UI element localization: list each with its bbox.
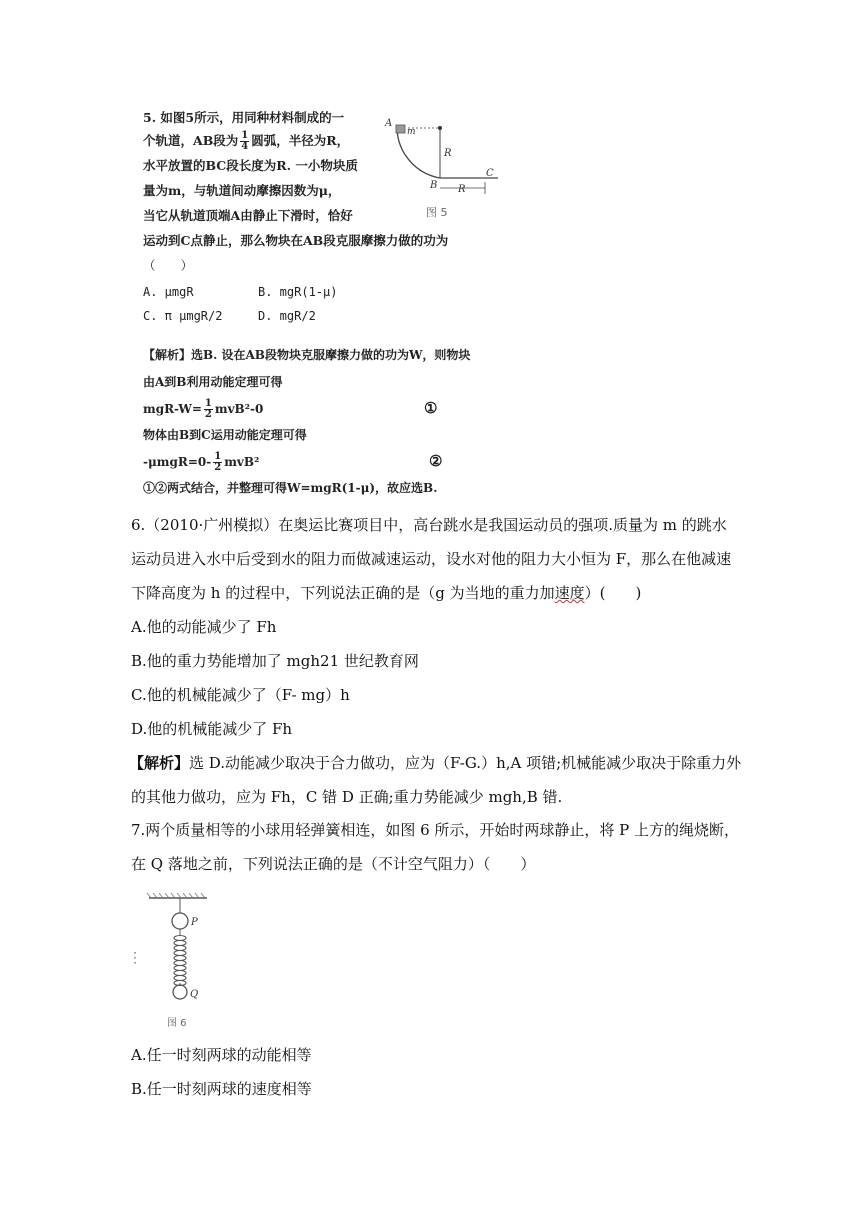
q5-answer-paren: （ ） — [143, 258, 194, 273]
figure-6-diagram — [145, 893, 215, 1033]
q5-equation-2: -μmgR=0- $\frac{1}{2}$ mvB² — [143, 451, 260, 473]
q5-line-6: 运动到C点静止，那么物块在AB段克服摩擦力做的功为 — [143, 233, 449, 248]
fig5-label-m: m — [407, 127, 416, 137]
q5-solution-line-1: 【解析】选B. 设在AB段物块克服摩擦力做的功为W，则物块 — [143, 348, 471, 362]
fig6-caption: 图 6 — [167, 1018, 187, 1029]
q5-equation-1: mgR-W= $\frac{1}{2}$ mvB²-0 — [143, 398, 264, 420]
q5-line-4: 量为m，与轨道间动摩擦因数为μ， — [143, 183, 341, 198]
q6-line-3: 下降高度为 h 的过程中，下列说法正确的是（g 为当地的重力加速度）( ) — [131, 584, 642, 602]
q5-line-5: 当它从轨道顶端A由静止下滑时，恰好 — [143, 208, 353, 223]
q5-solution-line-6: ①②两式结合，并整理可得W=mgR(1-μ)，故应选B. — [143, 481, 438, 495]
q6-line-2: 运动员进入水中后受到水的阻力而做减速运动，设水对他的阻力大小恒为 F，那么在他减速 — [131, 550, 732, 568]
q7-line-1: 7.两个质量相等的小球用轻弹簧相连，如图 6 所示，开始时两球静止，将 P 上方的绳烧断， — [131, 821, 740, 839]
fig5-label-r-vertical: R — [444, 148, 452, 159]
fig5-label-b: B — [430, 180, 438, 191]
fig5-label-c: C — [486, 168, 494, 179]
q5-equation-2-mark: ② — [429, 452, 443, 470]
q5-option-c: C. π μmgR/2 — [143, 309, 223, 323]
fig5-label-a: A — [385, 118, 393, 129]
figure-5-diagram — [380, 108, 510, 223]
fig6-label-p: P — [191, 917, 198, 928]
fig6-label-q: Q — [190, 989, 199, 1000]
q6-solution-line-1: 【解析】选 D.动能减少取决于合力做功，应为（F-G.）h,A 项错;机械能减少取决于除重力外 — [129, 754, 742, 772]
side-margin-mark: ⋮ — [128, 950, 142, 966]
q6-solution-line-2: 的其他力做功，应为 Fh，C 错 D 正确;重力势能减少 mgh,B 错. — [131, 788, 563, 806]
q5-solution-line-4: 物体由B到C运用动能定理可得 — [143, 428, 307, 442]
q6-option-b: B.他的重力势能增加了 mgh21 世纪教育网 — [131, 652, 419, 670]
q5-solution-line-2: 由A到B利用动能定理可得 — [143, 375, 283, 389]
q5-option-a: A. μmgR — [143, 285, 194, 299]
fig5-label-r-horizontal: R — [458, 184, 466, 195]
q5-line-1: 5. 如图5所示，用同种材料制成的一 — [143, 110, 345, 125]
q6-line-1: 6.（2010·广州模拟）在奥运比赛项目中，高台跳水是我国运动员的强项.质量为 m 的跳水 — [131, 516, 727, 534]
q7-option-b: B.任一时刻两球的速度相等 — [131, 1080, 312, 1098]
fig5-caption: 图 5 — [426, 206, 448, 219]
q5-equation-1-mark: ① — [424, 399, 438, 417]
q5-line-3: 水平放置的BC段长度为R. 一小物块质 — [143, 158, 358, 173]
q7-line-2: 在 Q 落地之前，下列说法正确的是（不计空气阻力）（ ） — [131, 855, 536, 873]
q5-option-b: B. mgR(1-μ) — [258, 285, 338, 299]
q6-option-c: C.他的机械能减少了（F- mg）h — [131, 686, 350, 704]
q7-option-a: A.任一时刻两球的动能相等 — [131, 1046, 312, 1064]
q5-line-2: 个轨道，AB段为 $\frac{1}{4}$ 圆弧，半径为R， — [143, 130, 350, 152]
q6-option-a: A.他的动能减少了 Fh — [131, 618, 277, 636]
q6-option-d: D.他的机械能减少了 Fh — [131, 720, 293, 738]
q5-fraction: $\frac{1}{4}$ — [241, 130, 249, 152]
q5-option-d: D. mgR/2 — [258, 309, 316, 323]
